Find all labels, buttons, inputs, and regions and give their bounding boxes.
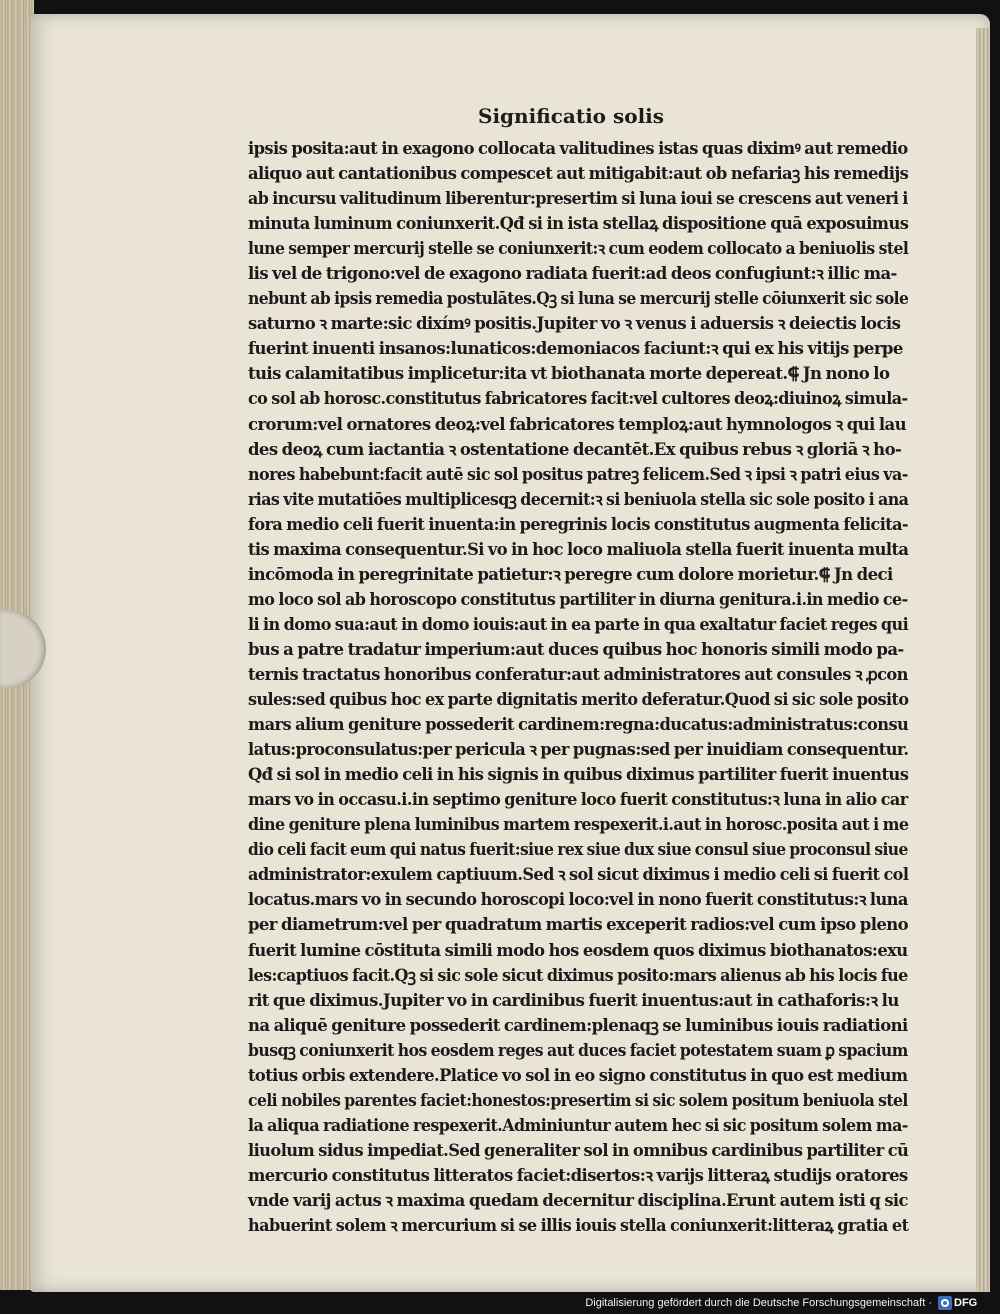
text-line: bus a patre tradatur imperium:aut duces quibus hoc honoris simili modo pa- [248, 639, 904, 659]
text-line: na aliquē geniture possederit cardinem:plenaqꝫ se luminibus iouis radiationi [248, 1015, 908, 1035]
text-line: ipsis posita:aut in exagono collocata valitudines istas quas diximꝰ aut remedio [248, 139, 908, 158]
text-line: habuerint solem ꝛ mercurium si se illis iouis stella coniunxerit:litteraꝝ gratia et [248, 1216, 909, 1236]
text-line: saturno ꝛ marte:sic dixímꝰ positis.Jupiter vo ꝛ venus i aduersis ꝛ deiectis locis [248, 314, 901, 334]
text-line: crorum:vel ornatores deoꝝ:vel fabricatores temploꝝ:aut hymnologos ꝛ qui lau [248, 414, 906, 434]
text-line: incōmoda in peregrinitate patietur:ꝛ peregre cum dolore morietur.⸿ Jn deci [248, 564, 893, 584]
text-line: administrator:exulem captiuum.Sed ꝛ sol sicut diximus i medio celi si fuerit col [248, 865, 909, 885]
running-head: Significatio solis [478, 104, 665, 128]
text-line: latus:proconsulatus:per pericula ꝛ per pugnas:sed per inuidiam consequentur. [248, 740, 909, 760]
text-line: fuerint inuenti insanos:lunaticos:demoniacos faciunt:ꝛ qui ex his vitijs perpe [248, 339, 903, 359]
text-line: mercurio constitutus litteratos faciet:disertos:ꝛ varijs litteraꝝ studijs oratores [248, 1165, 908, 1185]
text-line: locatus.mars vo in secundo horoscopi loco:vel in nono fuerit constitutus:ꝛ luna [248, 890, 908, 910]
text-line: lis vel de trigono:vel de exagono radiata fuerit:ad deos confugiunt:ꝛ illic ma- [248, 264, 897, 284]
text-line: dine geniture plena luminibus martem respexerit.i.aut in horosc.posita aut i me [248, 815, 909, 835]
text-line: fuerit lumine cōstituta simili modo hos eosdem quos diximus biothanatos:exu [248, 940, 908, 960]
text-line: aliquo aut cantationibus compescet aut mitigabit:aut ob nefariaꝫ his remedijs [248, 164, 909, 184]
text-line: tuis calamitatibus implicetur:ita vt biothanata morte depereat.⸿ Jn nono lo [248, 364, 890, 384]
text-line: mo loco sol ab horoscopo constitutus partiliter in diurna genitura.i.in medio ce- [248, 589, 908, 609]
text-line: rit que diximus.Jupiter vo in cardinibus fuerit inuentus:aut in cathaforis:ꝛ lu [248, 990, 899, 1010]
text-line: vnde varij actus ꝛ maxima quedam decernitur disciplina.Erunt autem isti q sic [248, 1190, 908, 1210]
text-line: ab incursu valitudinum liberentur:presertim si luna ioui se crescens aut veneri i [248, 189, 908, 209]
text-line: des deoꝝ cum iactantia ꝛ ostentatione decantēt.Ex quibus rebus ꝛ gloriā ꝛ ho- [248, 439, 902, 459]
dfg-logo-text: DFG [954, 1297, 978, 1309]
text-line: dio celi facit eum qui natus fuerit:siue rex siue dux siue consul siue proconsul siue [248, 840, 908, 860]
text-line: co sol ab horosc.constitutus fabricatores facit:vel cultores deoꝝ:diuinoꝝ simula- [248, 389, 908, 409]
fore-edge [976, 28, 990, 1306]
text-line: fora medio celi fuerit inuenta:in peregrinis locis constitutus augmenta felicita- [248, 514, 909, 534]
text-line: sules:sed quibus hoc ex parte dignitatis merito deferatur.Quod si sic sole posito [248, 690, 909, 710]
text-line: les:captiuos facit.Qꝫ si sic sole sicut diximus posito:mars alienus ab his locis fue [248, 965, 908, 985]
text-line: celi nobiles parentes faciet:honestos:presertim si sic solem positum beniuola stel [248, 1090, 908, 1110]
text-line: rias vite mutatiōes multiplicesqꝫ decernit:ꝛ si beniuola stella sic sole posito i ana [248, 489, 909, 509]
dfg-logo-icon [938, 1296, 952, 1310]
text-line: minuta luminum coniunxerit.Qđ si in ista stellaꝝ dispositione quā exposuimus [248, 214, 909, 234]
text-line: totius orbis extendere.Platice vo sol in eo signo constitutus in quo est medium [248, 1065, 908, 1085]
text-line: busqꝫ coniunxerit hos eosdem reges aut duces faciet potestatem suam ꝑ spacium [248, 1040, 908, 1060]
text-line: la aliqua radiatione respexerit.Adminiuntur autem hec si sic positum solem ma- [248, 1115, 908, 1135]
text-line: nebunt ab ipsis remedia postulātes.Qꝫ si luna se mercurij stelle cōiunxerit sic sole [248, 289, 909, 309]
text-line: mars vo in occasu.i.in septimo geniture loco fuerit constitutus:ꝛ luna in alio car [248, 790, 908, 810]
funding-credit: Digitalisierung gefördert durch die Deutsche Forschungsgemeinschaft · [585, 1297, 932, 1309]
text-line: nores habebunt:facit autē sic sol positus patreꝫ felicem.Sed ꝛ ipsi ꝛ patri eius va- [248, 464, 908, 484]
text-line: per diametrum:vel per quadratum martis exceperit radios:vel cum ipso pleno [248, 915, 908, 935]
dfg-logo [938, 1295, 994, 1311]
text-line: lune semper mercurij stelle se coniunxerit:ꝛ cum eodem collocato a beniuolis stel [248, 239, 909, 259]
text-line: liuolum sidus impediat.Sed generaliter sol in omnibus cardinibus partiliter cū [248, 1140, 909, 1160]
text-line: tis maxima consequentur.Si vo in hoc loco maliuola stella fuerit inuenta multa [248, 539, 909, 559]
text-line: li in domo sua:aut in domo iouis:aut in ea parte in qua exaltatur faciet reges qui [248, 614, 909, 634]
text-line: mars alium geniture possederit cardinem:regna:ducatus:administratus:consu [248, 715, 909, 735]
text-line: Qđ si sol in medio celi in his signis in quibus diximus partiliter fuerit inuentus [248, 765, 909, 785]
body-text-block [248, 136, 908, 1238]
text-line: ternis tractatus honoribus conferatur:aut administratores aut consules ꝛ ꝓcon [248, 664, 908, 684]
